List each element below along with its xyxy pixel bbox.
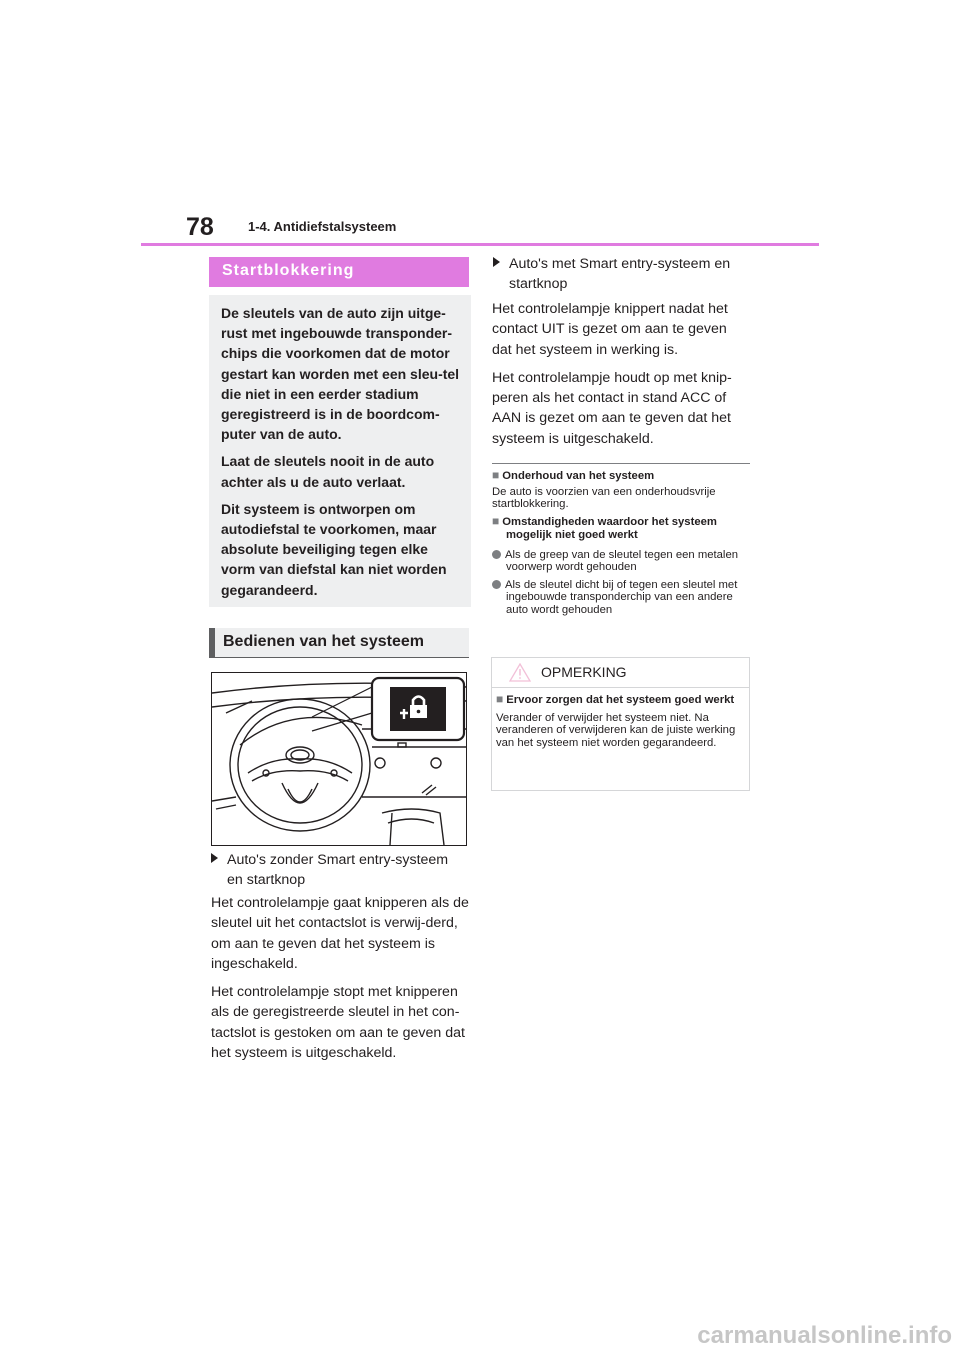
notice-title: OPMERKING bbox=[541, 664, 627, 680]
header-rule bbox=[141, 243, 819, 246]
onderhoud-heading: ■ Onderhoud van het systeem bbox=[492, 468, 655, 482]
square-bullet-icon: ■ bbox=[492, 513, 500, 528]
triangle-bullet-icon bbox=[493, 257, 500, 267]
square-bullet-icon: ■ bbox=[492, 468, 500, 482]
omstandigheden-heading: ■ Omstandigheden waardoor het systeem mogelijk niet goed werkt bbox=[492, 513, 717, 541]
triangle-bullet-icon bbox=[211, 853, 218, 863]
without-smart-label: Auto's zonder Smart entry-systeem en startknop bbox=[211, 850, 448, 891]
notice-text: Verander of verwijder het systeem niet. Na veranderen of verwijderen kan de juiste werking van het systeem niet worden gegarandeerd. bbox=[496, 711, 736, 749]
without-smart-paragraph-1: Het controlelampje gaat knipperen als de sleutel uit het contactslot is verwij-derd, om aan te geven dat het systeem is ingeschakeld. bbox=[211, 895, 469, 972]
intro-paragraph-2: Laat de sleutels nooit in de auto achter als u de auto verlaat. bbox=[221, 453, 435, 490]
notice-heading: ■ Ervoor zorgen dat het systeem goed werkt bbox=[496, 692, 735, 706]
bedienen-heading-rule bbox=[209, 657, 469, 658]
without-smart-paragraph-2: Het controlelampje stopt met knipperen als de geregistreerde sleutel in het con-tactslot is gestoken om aan te geven dat het systeem is uitgeschakeld. bbox=[211, 984, 465, 1062]
notice-header bbox=[492, 658, 749, 688]
without-smart-text bbox=[211, 893, 469, 1063]
intro-paragraph-1: De sleutels van de auto zijn uitge-rust met ingebouwde transponder-chips die voorkomen dat de motor gestart kan worden met een sleu-tel die niet in een eerder stadium geregistreerd is in de boordcom-puter van de auto. bbox=[221, 305, 460, 443]
warning-triangle-icon bbox=[509, 663, 531, 682]
onderhoud-text: De auto is voorzien van een onderhoudsvrije startblokkering. bbox=[492, 485, 716, 510]
section-path: 1-4. Antidiefstalsysteem bbox=[248, 219, 397, 234]
info-section bbox=[492, 469, 750, 616]
with-smart-label: Auto's met Smart entry-systeem en startknop bbox=[493, 254, 730, 295]
dot-bullet-icon bbox=[492, 550, 501, 559]
with-smart-paragraph-1: Het controlelampje knippert nadat het contact UIT is gezet om aan te geven dat het systeem in werking is. bbox=[492, 301, 728, 358]
omstandigheden-item-2: Als de sleutel dicht bij of tegen een sleutel met ingebouwde transponderchip van een andere auto wordt gehouden bbox=[492, 579, 750, 617]
omstandigheden-item-1: Als de greep van de sleutel tegen een metalen voorwerp wordt gehouden bbox=[492, 549, 750, 574]
dot-bullet-icon bbox=[492, 580, 501, 589]
intro-paragraph-3: Dit systeem is ontworpen om autodiefstal te voorkomen, maar absolute beveiliging tegen elke vorm van diefstal kan niet worden gegarandeerd. bbox=[221, 500, 447, 598]
with-smart-text bbox=[492, 299, 748, 449]
square-bullet-icon: ■ bbox=[496, 692, 504, 706]
bedienen-heading: Bedienen van het systeem bbox=[209, 628, 469, 658]
info-divider bbox=[492, 463, 750, 464]
startblokkering-heading: Startblokkering bbox=[209, 257, 469, 287]
dashboard-illustration bbox=[211, 672, 467, 846]
notice-box bbox=[491, 657, 750, 791]
dashboard-drawing bbox=[212, 673, 466, 845]
intro-box bbox=[209, 295, 471, 607]
with-smart-paragraph-2: Het controlelampje houdt op met knip-peren als het contact in stand ACC of AAN is gezet om aan te geven dat het systeem is uitgeschakeld. bbox=[492, 369, 732, 447]
watermark: carmanualsonline.info bbox=[697, 1322, 952, 1349]
page-number: 78 bbox=[186, 213, 214, 241]
